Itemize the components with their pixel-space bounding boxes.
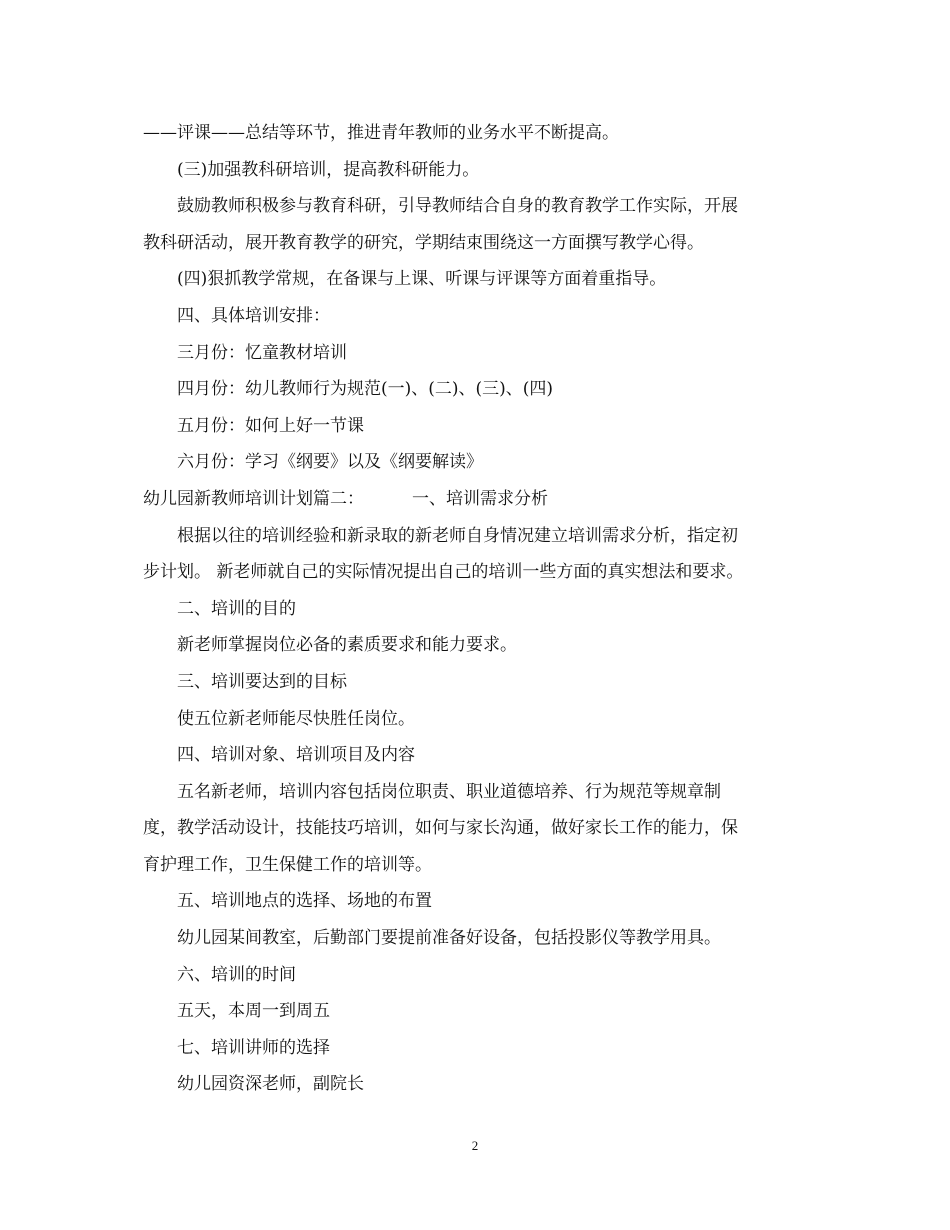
section-heading: 二、培训的目的 <box>177 598 296 619</box>
text-line: 五名新老师，培训内容包括岗位职责、职业道德培养、行为规范等规章制 <box>177 781 721 802</box>
text-line: 幼儿园资深老师，副院长 <box>177 1074 364 1095</box>
document-body <box>143 115 808 1103</box>
section-heading: 三、培训要达到的目标 <box>177 671 347 692</box>
text-line: 五月份：如何上好一节课 <box>177 415 364 436</box>
text-line: (四)狠抓教学常规，在备课与上课、听课与评课等方面着重指导。 <box>177 269 667 290</box>
section-heading: 一、培训需求分析 <box>412 488 548 509</box>
section-heading: 四、培训对象、培训项目及内容 <box>177 745 415 766</box>
article-title: 幼儿园新教师培训计划篇二： <box>143 488 364 509</box>
section-heading: 四、具体培训安排： <box>177 305 330 326</box>
text-line: 幼儿园某间教室，后勤部门要提前准备好设备，包括投影仪等教学用具。 <box>177 928 721 949</box>
text-line: 步计划。 新老师就自己的实际情况提出自己的培训一些方面的真实想法和要求。 <box>143 562 744 583</box>
text-line: 根据以往的培训经验和新录取的新老师自身情况建立培训需求分析，指定初 <box>177 525 738 546</box>
text-line: (三)加强教科研培训，提高教科研能力。 <box>177 159 480 180</box>
article-heading-line <box>143 481 808 518</box>
text-line: 四月份：幼儿教师行为规范(一)、(二)、(三)、(四) <box>177 379 554 400</box>
text-line: 五天，本周一到周五 <box>177 1001 330 1022</box>
text-line: ——评课——总结等环节，推进青年教师的业务水平不断提高。 <box>143 123 619 143</box>
section-heading: 五、培训地点的选择、场地的布置 <box>177 891 432 912</box>
section-heading: 六、培训的时间 <box>177 964 296 985</box>
text-line: 新老师掌握岗位必备的素质要求和能力要求。 <box>177 635 517 656</box>
page-number: 2 <box>471 1138 479 1153</box>
text-line: 三月份：忆童教材培训 <box>177 342 347 363</box>
text-line: 使五位新老师能尽快胜任岗位。 <box>177 708 415 729</box>
text-line: 教科研活动，展开教育教学的研究，学期结束围绕这一方面撰写教学心得。 <box>143 232 704 253</box>
section-heading: 七、培训讲师的选择 <box>177 1037 330 1058</box>
text-line: 育护理工作，卫生保健工作的培训等。 <box>143 854 432 875</box>
text-line: 鼓励教师积极参与教育科研，引导教师结合自身的教育教学工作实际，开展 <box>177 196 738 217</box>
text-line: 度，教学活动设计，技能技巧培训，如何与家长沟通，做好家长工作的能力，保 <box>143 818 738 839</box>
text-line: 六月份：学习《纲要》以及《纲要解读》 <box>177 452 483 473</box>
